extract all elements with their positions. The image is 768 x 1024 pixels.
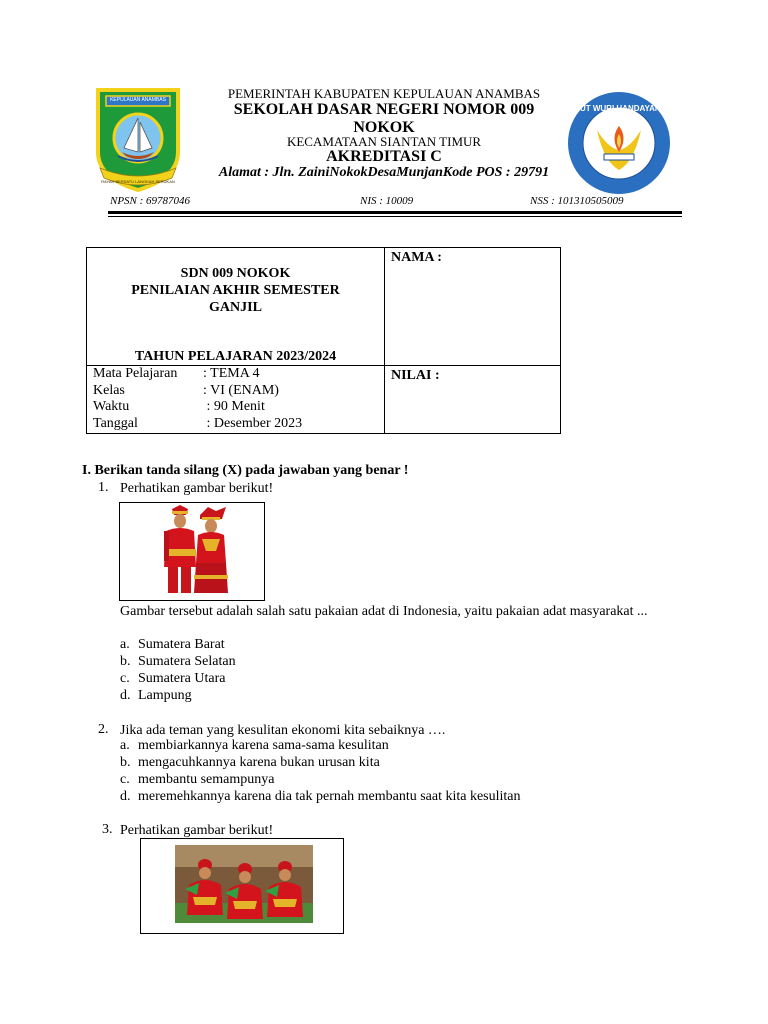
traditional-dance-photo — [175, 845, 313, 923]
option-text: Lampung — [138, 688, 192, 703]
exam-header-table — [86, 247, 561, 434]
option-letter: c. — [120, 671, 130, 686]
info-row-class — [93, 383, 279, 400]
exam-year: TAHUN PELAJARAN 2023/2024 — [134, 349, 337, 364]
district-name: KECAMATAAN SIANTAN TIMUR — [286, 134, 482, 149]
option-text: Sumatera Utara — [138, 671, 226, 686]
letterhead-rule-thin — [108, 216, 682, 217]
option-letter: a. — [120, 637, 130, 652]
question-prompt: Jika ada teman yang kesulitan ekonomi kita sebaiknya …. — [120, 723, 446, 738]
nis-number: NIS : 10009 — [360, 195, 414, 207]
school-address: Alamat : Jln. ZainiNokokDesaMunjanKode POS : 29791 — [218, 165, 550, 180]
question-text: Gambar tersebut adalah salah satu pakaian adat di Indonesia, yaitu pakaian adat masyarakat ... — [120, 604, 648, 619]
question-number: 1. — [98, 480, 109, 495]
question-number: 3. — [102, 822, 113, 837]
nss-number: NSS : 101310505009 — [530, 195, 624, 207]
option-text: Sumatera Selatan — [138, 654, 236, 669]
crest-ribbon-text: RAYAH BERSATU LANGKAH SERUKAN — [101, 179, 175, 184]
option-letter: b. — [120, 654, 131, 669]
tut-wuri-ring-text: TUT WURI HANDAYANI — [575, 104, 663, 113]
exam-title-line2: GANJIL — [209, 300, 262, 315]
government-name: PEMERINTAH KABUPATEN KEPULAUAN ANAMBAS — [227, 86, 541, 101]
option-a — [120, 637, 225, 654]
option-text: meremehkannya karena dia tak pernah membantu saat kita kesulitan — [138, 789, 521, 804]
option-c — [120, 772, 274, 789]
option-a — [120, 738, 389, 755]
option-text: membantu semampunya — [138, 772, 275, 787]
traditional-costume-couple-photo — [150, 505, 234, 597]
info-value: : Desember 2023 — [203, 415, 303, 431]
table-divider-vertical — [384, 248, 385, 433]
option-b — [120, 654, 236, 671]
option-d — [120, 688, 192, 705]
exam-title-line1: PENILAIAN AKHIR SEMESTER — [131, 283, 340, 298]
info-row-subject — [93, 366, 260, 383]
question-prompt: Perhatikan gambar berikut! — [120, 481, 274, 496]
section-heading: I. Berikan tanda silang (X) pada jawaban yang benar ! — [82, 463, 409, 478]
question-image-frame — [119, 502, 265, 601]
option-d — [120, 789, 521, 806]
option-letter: a. — [120, 738, 130, 753]
option-letter: d. — [120, 688, 131, 703]
npsn-number: NPSN : 69787046 — [110, 195, 191, 207]
info-row-date — [93, 416, 302, 433]
accreditation: AKREDITASI C — [326, 148, 442, 165]
option-letter: c. — [120, 772, 130, 787]
option-b — [120, 755, 380, 772]
info-key: Kelas — [93, 382, 125, 398]
info-value: : 90 Menit — [203, 399, 265, 414]
letterhead-rule-thick — [108, 211, 682, 214]
exam-school: SDN 009 NOKOK — [180, 266, 291, 281]
info-value: : VI (ENAM) — [203, 382, 279, 398]
option-text: mengacuhkannya karena bukan urusan kita — [138, 755, 380, 770]
option-letter: d. — [120, 789, 131, 804]
question-prompt: Perhatikan gambar berikut! — [120, 823, 274, 838]
info-key: Waktu — [93, 399, 130, 414]
option-c — [120, 671, 225, 688]
name-label: NAMA : — [391, 250, 442, 265]
crest-banner-text: KEPULAUAN ANAMBAS — [110, 97, 166, 103]
info-row-time — [93, 399, 265, 416]
school-name-line1: SEKOLAH DASAR NEGERI NOMOR 009 — [233, 101, 535, 118]
score-label: NILAI : — [391, 368, 440, 383]
school-name-line2: NOKOK — [353, 119, 415, 136]
question-number: 2. — [98, 722, 109, 737]
option-text: membiarkannya karena sama-sama kesulitan — [138, 738, 389, 753]
info-key: Mata Pelajaran — [93, 366, 178, 381]
question-image-frame — [140, 838, 344, 934]
info-value: : TEMA 4 — [203, 366, 260, 381]
info-key: Tanggal — [93, 415, 138, 431]
option-text: Sumatera Barat — [138, 637, 225, 652]
option-letter: b. — [120, 755, 131, 770]
